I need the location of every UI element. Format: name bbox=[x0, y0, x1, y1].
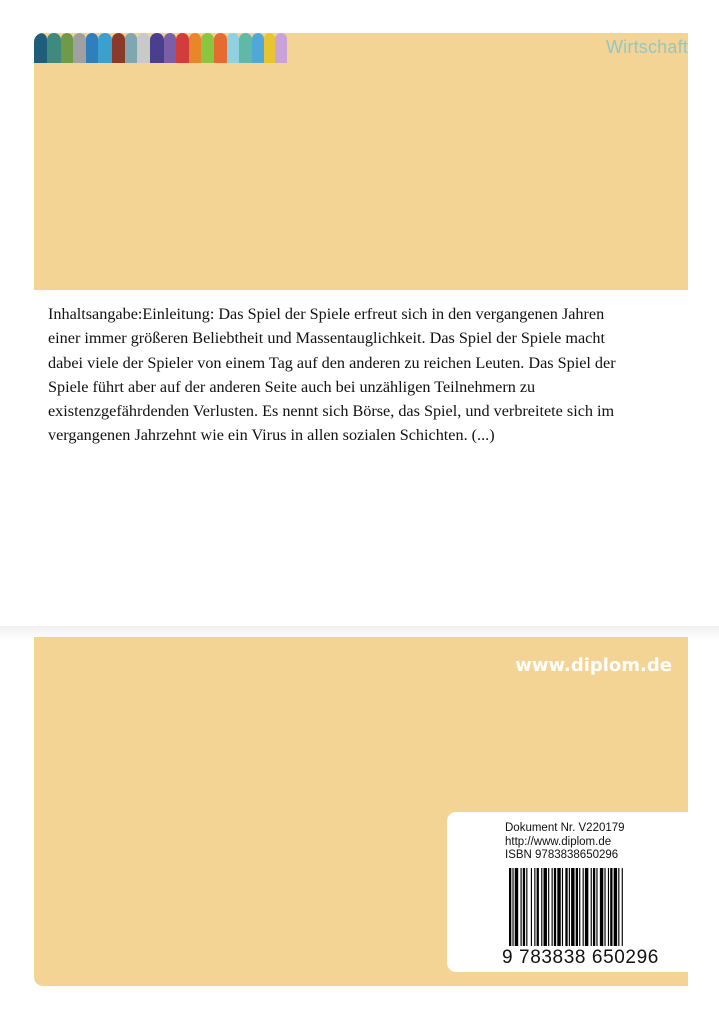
color-stripe bbox=[201, 33, 214, 63]
barcode-bar bbox=[579, 868, 580, 946]
barcode-bar bbox=[593, 868, 595, 946]
barcode-bar bbox=[600, 868, 603, 946]
description-line: Spiele führt aber auf der anderen Seite auch bei unzähligen Teilnehmern zu bbox=[48, 377, 536, 396]
color-stripe bbox=[164, 33, 176, 63]
isbn-barcode bbox=[505, 868, 673, 946]
barcode-bar bbox=[548, 868, 549, 946]
color-stripe bbox=[47, 33, 61, 63]
color-stripe bbox=[112, 33, 125, 63]
barcode-bar bbox=[544, 868, 547, 946]
color-stripes bbox=[34, 33, 287, 63]
barcode-bar bbox=[622, 868, 623, 946]
barcode-box bbox=[447, 812, 688, 972]
document-number: Dokument Nr. V220179 bbox=[505, 822, 625, 834]
barcode-bar bbox=[512, 868, 513, 946]
barcode-bar bbox=[571, 868, 574, 946]
color-stripe bbox=[61, 33, 73, 63]
barcode-bar bbox=[552, 868, 553, 946]
description-line: vergangenen Jahrzehnt wie ein Virus in allen sozialen Schichten. (...) bbox=[48, 426, 495, 445]
barcode-bar bbox=[610, 868, 612, 946]
barcode-bar bbox=[541, 868, 542, 946]
barcode-bar bbox=[596, 868, 597, 946]
barcode-bar bbox=[534, 868, 535, 946]
barcode-bar bbox=[583, 868, 584, 946]
color-stripe bbox=[150, 33, 164, 63]
description-line: einer immer größeren Beliebtheit und Massentauglichkeit. Das Spiel der Spiele macht bbox=[48, 329, 605, 348]
barcode-bar bbox=[591, 868, 592, 946]
barcode-bar bbox=[614, 868, 617, 946]
barcode-bar bbox=[562, 868, 563, 946]
color-stripe bbox=[137, 33, 150, 63]
publisher-website[interactable]: www.diplom.de bbox=[515, 655, 672, 676]
color-stripe bbox=[98, 33, 112, 63]
color-stripe bbox=[252, 33, 264, 63]
barcode-bar bbox=[509, 868, 511, 946]
color-stripe bbox=[86, 33, 98, 63]
barcode-bar bbox=[537, 868, 539, 946]
color-stripe bbox=[176, 33, 189, 63]
barcode-bar bbox=[515, 868, 518, 946]
barcode-bar bbox=[569, 868, 570, 946]
color-stripe bbox=[275, 33, 287, 63]
color-stripe bbox=[125, 33, 137, 63]
barcode-bar bbox=[618, 868, 619, 946]
barcode-digits: 9 783838 650296 bbox=[502, 947, 659, 968]
cover-top-panel bbox=[34, 33, 688, 290]
color-stripe bbox=[73, 33, 86, 63]
color-stripe bbox=[34, 33, 47, 63]
color-stripe bbox=[214, 33, 227, 63]
barcode-bar bbox=[554, 868, 556, 946]
color-stripe bbox=[264, 33, 275, 63]
barcode-bar bbox=[604, 868, 605, 946]
barcode-bar bbox=[557, 868, 560, 946]
description-line: Inhaltsangabe:Einleitung: Das Spiel der Spiele erfreut sich in den vergangenen Jahren bbox=[48, 305, 605, 323]
description-line: existenzgefährdenden Verlusten. Es nennt sich Börse, das Spiel, und verbreitete sich im bbox=[48, 402, 615, 421]
color-stripe bbox=[227, 33, 239, 63]
barcode-bar bbox=[531, 868, 532, 946]
category-label: Wirtschaft bbox=[605, 37, 688, 57]
barcode-bar bbox=[521, 868, 522, 946]
color-stripe bbox=[239, 33, 252, 63]
barcode-bar bbox=[526, 868, 527, 946]
barcode-bar bbox=[576, 868, 578, 946]
barcode-bar bbox=[565, 868, 567, 946]
barcode-bar bbox=[608, 868, 609, 946]
publisher-url: http://www.diplom.de bbox=[505, 835, 612, 848]
barcode-bar bbox=[523, 868, 525, 946]
isbn-text: ISBN 9783838650296 bbox=[505, 849, 619, 861]
color-stripe bbox=[189, 33, 201, 63]
description-text bbox=[48, 302, 676, 448]
description-line: dabei viele der Spieler von einem Tag auf den anderen zu reichen Leuten. Das Spiel der bbox=[48, 353, 616, 372]
barcode-bar bbox=[585, 868, 588, 946]
